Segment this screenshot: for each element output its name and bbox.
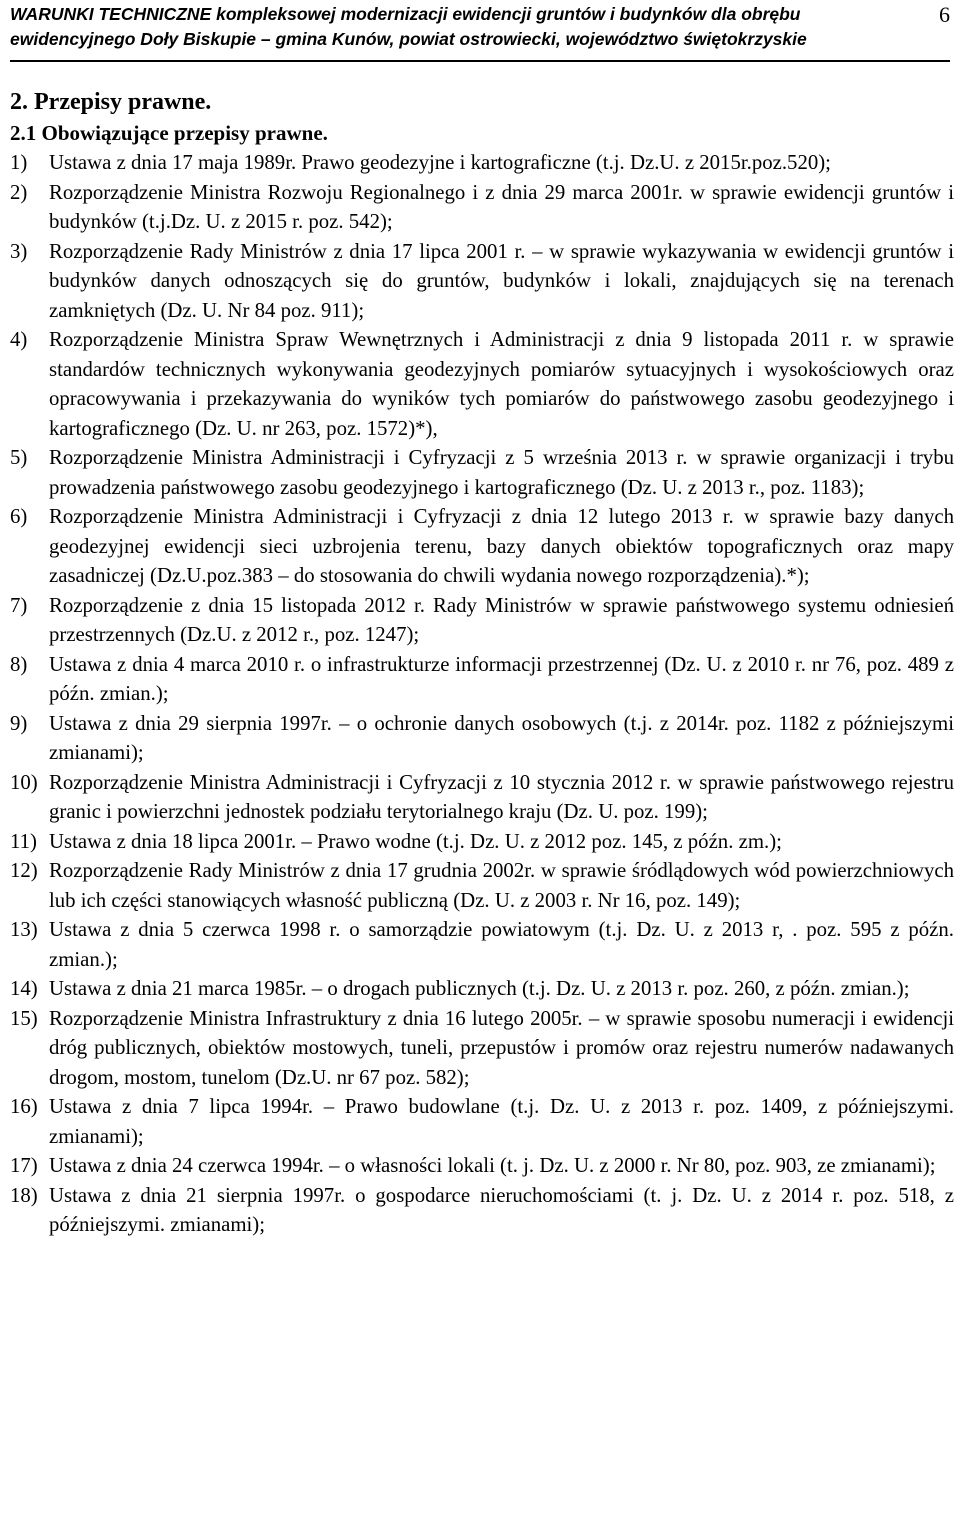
header-divider bbox=[10, 60, 950, 62]
list-item-number: 3) bbox=[10, 239, 28, 263]
list-item bbox=[10, 178, 954, 237]
list-item-number: 15) bbox=[10, 1006, 38, 1030]
list-item-number: 18) bbox=[10, 1183, 38, 1207]
list-item-text: Rozporządzenie Rady Ministrów z dnia 17 grudnia 2002r. w sprawie śródlądowych wód powierzchniowych lub ich części stanowiących własność publiczną (Dz. U. z 2003 r. Nr 16, poz. 149); bbox=[49, 859, 954, 912]
list-item-text: Rozporządzenie Ministra Administracji i Cyfryzacji z dnia 12 lutego 2013 r. w sprawie bazy danych geodezyjnej ewidencji sieci uzbrojenia terenu, bazy danych obiektów topograficznych oraz mapy zasadniczej (Dz.U.poz.383 – do stosowania do chwili wydania nowego rozporządzenia).*); bbox=[49, 505, 954, 587]
list-item-number: 12) bbox=[10, 859, 38, 882]
list-item-text: Rozporządzenie Ministra Infrastruktury z dnia 16 lutego 2005r. – w sprawie sposobu numeracji i ewidencji dróg publicznych, obiektów mostowych, tuneli, przepustów i promów oraz rejestru numerów nadawanych drogom, mostom, tunelom (Dz.U. nr 67 poz. 582); bbox=[49, 1006, 954, 1089]
list-item bbox=[10, 237, 954, 326]
list-item-number: 7) bbox=[10, 593, 28, 617]
list-item-text: Rozporządzenie z dnia 15 listopada 2012 r. Rady Ministrów w sprawie państwowego systemu odniesień przestrzennych (Dz.U. z 2012 r., poz. 1247); bbox=[49, 593, 954, 646]
list-item-text: Rozporządzenie Ministra Administracji i Cyfryzacji z 5 września 2013 r. w sprawie organizacji i trybu prowadzenia państwowego zasobu geodezyjnego i kartograficznego (Dz. U. z 2013 r., poz. 1183); bbox=[49, 446, 954, 499]
section-subtitle: 2.1 Obowiązujące przepisy prawne. bbox=[10, 121, 328, 145]
list-item bbox=[10, 502, 954, 591]
regulations-list bbox=[10, 148, 954, 1240]
list-item bbox=[10, 1004, 954, 1093]
list-item-number: 4) bbox=[10, 328, 28, 351]
list-item-text: Ustawa z dnia 29 sierpnia 1997r. – o ochronie danych osobowych (t.j. z 2014r. poz. 1182 z późniejszymi zmianami); bbox=[49, 711, 954, 764]
list-item-text: Ustawa z dnia 4 marca 2010 r. o infrastrukturze informacji przestrzennej (Dz. U. z 2010 r. nr 76, poz. 489 z późn. zmian.); bbox=[49, 652, 954, 705]
list-item-text: Ustawa z dnia 5 czerwca 1998 r. o samorządzie powiatowym (t.j. Dz. U. z 2013 r, . poz. 595 z późn. zmian.); bbox=[49, 918, 954, 971]
list-item-number: 9) bbox=[10, 711, 28, 735]
list-item bbox=[10, 1181, 954, 1240]
list-item bbox=[10, 325, 954, 443]
list-item bbox=[10, 650, 954, 709]
list-item-text: Ustawa z dnia 17 maja 1989r. Prawo geodezyjne i kartograficzne (t.j. Dz.U. z 2015r.poz.520); bbox=[49, 151, 831, 174]
page-number: 6 bbox=[939, 2, 950, 27]
list-item bbox=[10, 827, 954, 857]
list-item-number: 1) bbox=[10, 151, 28, 174]
list-item-number: 6) bbox=[10, 505, 28, 528]
list-item bbox=[10, 1151, 954, 1181]
list-item bbox=[10, 443, 954, 502]
list-item-text: Ustawa z dnia 24 czerwca 1994r. – o własności lokali (t. j. Dz. U. z 2000 r. Nr 80, poz. 903, ze zmianami); bbox=[49, 1154, 936, 1177]
list-item-number: 14) bbox=[10, 977, 38, 1000]
list-item-number: 2) bbox=[10, 180, 28, 204]
page-header bbox=[10, 0, 950, 52]
list-item bbox=[10, 709, 954, 768]
list-item-text: Rozporządzenie Ministra Spraw Wewnętrznych i Administracji z dnia 9 listopada 2011 r. w sprawie standardów technicznych wykonywania geodezyjnych pomiarów sytuacyjnych i wysokościowych oraz opracowywania i przekazywania do wyników tych pomiarów do państwowego zasobu geodezyjnego i kartograficznego (Dz. U. nr 263, poz. 1572)*), bbox=[49, 328, 954, 440]
list-item bbox=[10, 974, 954, 1004]
list-item-number: 5) bbox=[10, 446, 28, 469]
list-item-text: Ustawa z dnia 21 sierpnia 1997r. o gospodarce nieruchomościami (t. j. Dz. U. z 2014 r. poz. 518, z późniejszymi. zmianami); bbox=[49, 1183, 954, 1236]
list-item-number: 16) bbox=[10, 1095, 38, 1118]
list-item-text: Ustawa z dnia 18 lipca 2001r. – Prawo wodne (t.j. Dz. U. z 2012 poz. 145, z późn. zm.); bbox=[49, 829, 782, 853]
list-item bbox=[10, 915, 954, 974]
list-item-text: Rozporządzenie Rady Ministrów z dnia 17 lipca 2001 r. – w sprawie wykazywania w ewidencji gruntów i budynków danych odnoszących się do gruntów, budynków i lokali, znajdujących się na terenach zamkniętych (Dz. U. Nr 84 poz. 911); bbox=[49, 239, 954, 322]
list-item bbox=[10, 591, 954, 650]
list-item-number: 11) bbox=[10, 829, 37, 853]
list-item-number: 17) bbox=[10, 1154, 38, 1177]
list-item-text: Ustawa z dnia 21 marca 1985r. – o drogach publicznych (t.j. Dz. U. z 2013 r. poz. 260, z późn. zmian.); bbox=[49, 977, 910, 1000]
document-body bbox=[10, 86, 954, 1240]
list-item-number: 10) bbox=[10, 770, 38, 794]
list-item-number: 8) bbox=[10, 652, 28, 676]
list-item bbox=[10, 1092, 954, 1151]
list-item bbox=[10, 856, 954, 915]
list-item-text: Rozporządzenie Ministra Administracji i Cyfryzacji z 10 stycznia 2012 r. w sprawie państwowego rejestru granic i powierzchni jednostek podziału terytorialnego kraju (Dz. U. poz. 199); bbox=[49, 770, 954, 823]
list-item bbox=[10, 768, 954, 827]
section-title: 2. Przepisy prawne. bbox=[10, 89, 212, 115]
header-line-1: WARUNKI TECHNICZNE kompleksowej modernizacji ewidencji gruntów i budynków dla obrębu bbox=[10, 4, 801, 24]
list-item bbox=[10, 148, 954, 178]
list-item-text: Rozporządzenie Ministra Rozwoju Regionalnego i z dnia 29 marca 2001r. w sprawie ewidencji gruntów i budynków (t.j.Dz. U. z 2015 r. poz. 542); bbox=[49, 180, 954, 233]
list-item-text: Ustawa z dnia 7 lipca 1994r. – Prawo budowlane (t.j. Dz. U. z 2013 r. poz. 1409, z późniejszymi. zmianami); bbox=[49, 1095, 954, 1148]
list-item-number: 13) bbox=[10, 918, 38, 941]
header-line-2: ewidencyjnego Doły Biskupie – gmina Kunów, powiat ostrowiecki, województwo świętokrzyskie bbox=[10, 29, 807, 49]
